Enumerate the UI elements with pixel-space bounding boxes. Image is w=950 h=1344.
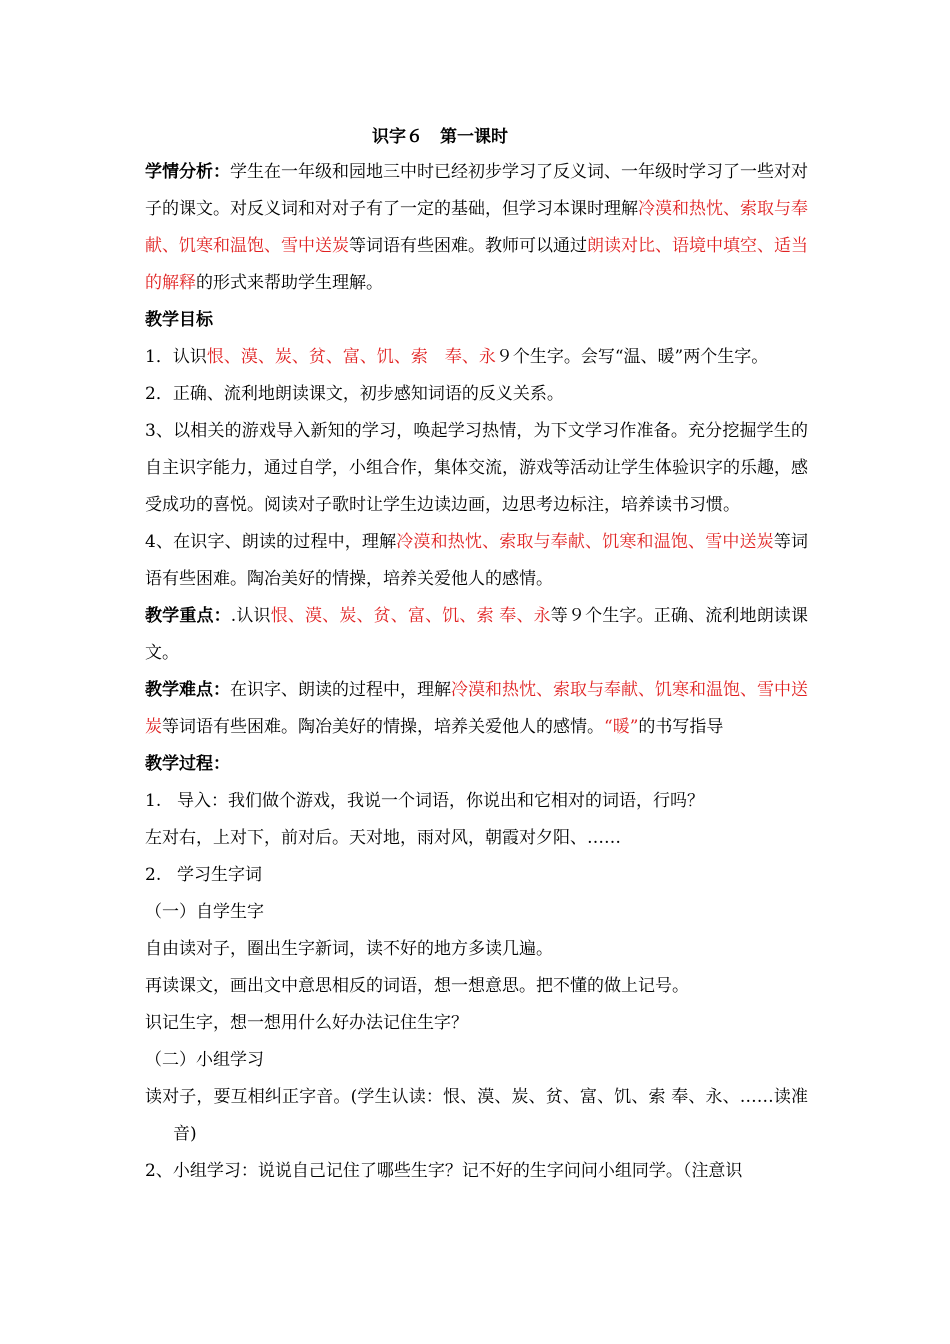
goal-4 — [145, 524, 808, 598]
process-heading: 教学过程： — [145, 754, 230, 774]
group-study-line-1: 读对子，要互相纠正字音。(学生认读：恨、漠、炭、贫、富、饥、索 奉、永、……读准音) — [145, 1087, 808, 1144]
difficulties-warm-character: “暖” — [604, 717, 639, 737]
goal-3: 3、以相关的游戏导入新知的学习，唤起学习热情，为下文学习作准备。充分挖掘学生的自主识字能力，通过自学，小组合作，集体交流，游戏等活动让学生体验识字的乐趣，感受成功的喜悦。阅读对子歌时让学生边读边画，边思考边标注，培养读书习惯。 — [145, 421, 808, 515]
process-step-2-text: 学习生字词 — [177, 865, 262, 885]
goal-4-suffix: 等词语有些困难。陶冶美好的情操，培养关爱他人的感情。 — [145, 532, 809, 589]
goal-4-prefix: 4、在识字、朗读的过程中，理解 — [145, 532, 397, 552]
process-step-1-number: 1. — [145, 791, 162, 811]
group-study-heading: （二）小组学习 — [145, 1050, 264, 1070]
difficulties-middle: 等词语有些困难。陶冶美好的情操，培养关爱他人的感情。 — [162, 717, 604, 737]
process-step-1-text: 导入：我们做个游戏，我说一个词语，你说出和它相对的词语，行吗？ — [177, 791, 704, 811]
key-points-suffix: 等９个生字。正确、流利地朗读课文。 — [145, 606, 809, 663]
goal-1-characters: 恨、漠、炭、贫、富、饥、索 奉、永 — [206, 347, 496, 367]
key-points-characters: 恨、漠、炭、贫、富、饥、索 奉、永 — [270, 606, 551, 626]
self-study-line-2: 再读课文，画出文中意思相反的词语，想一想意思。把不懂的做上记号。 — [145, 976, 689, 996]
process-step-1 — [145, 783, 808, 820]
learner-analysis-text-1: 学生在一年级和园地三中时已经初步学习了反义词、一年级时学习了一些对对子的课文。对反义词和对对子有了一定的基础，但学习本课时理解 — [145, 162, 808, 219]
learner-analysis-paragraph — [145, 154, 808, 302]
lesson-body — [145, 154, 808, 1190]
process-step-2-number: 2. — [145, 865, 162, 885]
goal-2: 2．正确、流利地朗读课文，初步感知词语的反义关系。 — [145, 384, 564, 404]
lesson-title: 识字６ 第一课时 — [372, 127, 508, 147]
group-study-line-2: 2、小组学习：说说自己记住了哪些生字？记不好的生字问问小组同学。（注意识 — [145, 1161, 743, 1181]
process-step-1-examples: 左对右，上对下，前对后。天对地，雨对风，朝霞对夕阳、…… — [145, 828, 621, 848]
goals-heading: 教学目标 — [145, 310, 213, 330]
goal-4-words: 冷漠和热忱、索取与奉献、饥寒和温饱、雪中送炭 — [396, 532, 774, 552]
goal-1-suffix: ９个生字。会写“温、暖”两个生字。 — [495, 347, 769, 367]
difficulties-suffix: 的书写指导 — [638, 717, 724, 737]
learner-analysis-red-words: 冷漠和热忱、索取与奉献、饥寒和温饱、雪中送炭 — [145, 199, 808, 256]
learner-analysis-label: 学情分析： — [145, 162, 230, 182]
difficulties-words: 冷漠和热忱、索取与奉献、饥寒和温饱、雪中送炭 — [145, 680, 808, 737]
self-study-line-1: 自由读对子，圈出生字新词，读不好的地方多读几遍。 — [145, 939, 553, 959]
learner-analysis-text-3: 的形式来帮助学生理解。 — [196, 273, 383, 293]
key-points-label: 教学重点： — [145, 606, 231, 626]
difficulties-label: 教学难点： — [145, 680, 230, 700]
goal-1-prefix: 1．认识 — [145, 347, 207, 367]
process-step-2 — [145, 857, 808, 894]
goal-1 — [145, 339, 808, 376]
difficulties-prefix: 在识字、朗读的过程中，理解 — [230, 680, 451, 700]
self-study-line-3: 识记生字，想一想用什么好办法记住生字？ — [145, 1013, 468, 1033]
learner-analysis-text-2: 等词语有些困难。教师可以通过 — [349, 236, 587, 256]
difficulties-paragraph — [145, 672, 808, 746]
learner-analysis-red-methods: 朗读对比、语境中填空、适当的解释 — [145, 236, 808, 293]
key-points-paragraph — [145, 598, 808, 672]
self-study-heading: （一）自学生字 — [145, 902, 264, 922]
key-points-prefix: .认识 — [230, 606, 271, 626]
